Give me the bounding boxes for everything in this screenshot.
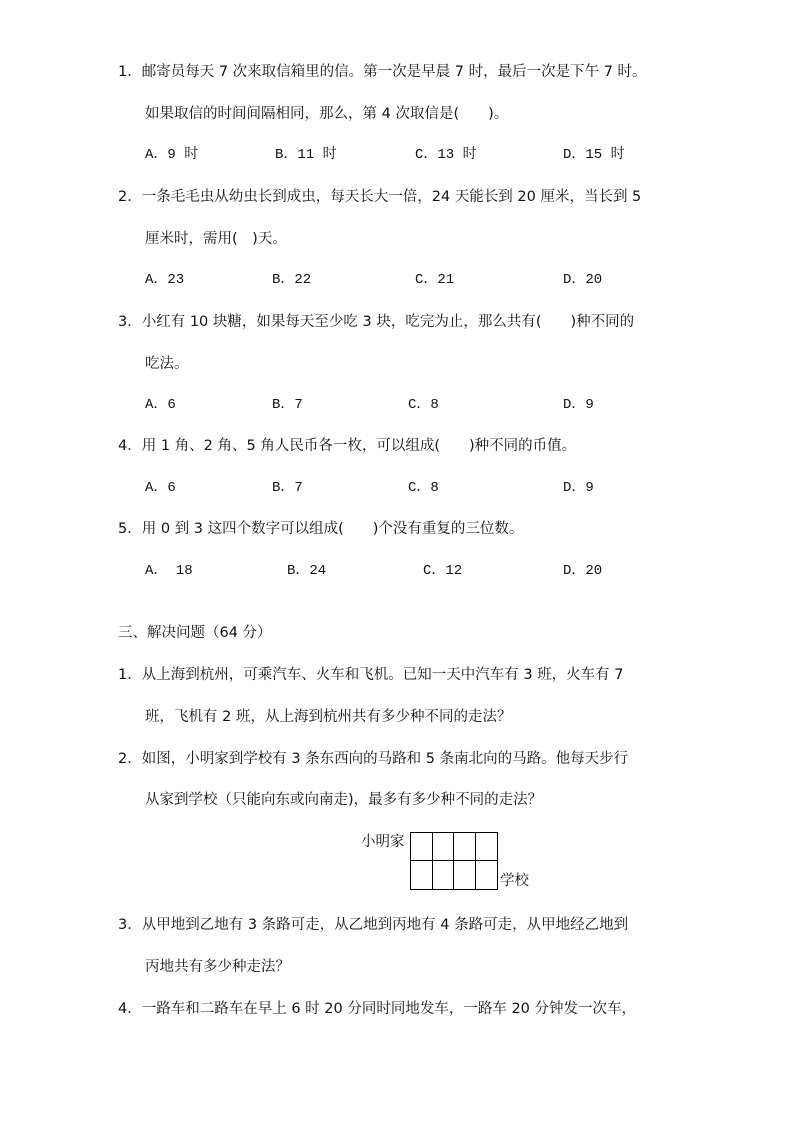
grid-cell: [411, 833, 433, 861]
question-2-option-c: C．21: [415, 272, 455, 288]
question-4-option-c: C．8: [408, 480, 439, 496]
question-3-option-a: A．6: [145, 397, 176, 413]
grid-cell: [433, 833, 455, 861]
question-2-line-1: 2．一条毛毛虫从幼虫长到成虫，每天长大一倍，24 天能长到 20 厘米，当长到 5: [118, 189, 642, 205]
question-3-option-b: B．7: [272, 397, 303, 413]
question-4-option-d: D．9: [563, 480, 594, 496]
question-1-line-1: 1．邮寄员每天 7 次来取信箱里的信。第一次是早晨 7 时，最后一次是下午 7 时。: [118, 64, 647, 80]
problem-2-line-2: 从家到学校（只能向东或向南走)，最多有多少种不同的走法？: [145, 792, 543, 808]
grid-cell: [433, 861, 455, 889]
problem-3-line-2: 丙地共有多少种走法？: [145, 959, 290, 975]
question-3-option-c: C．8: [408, 397, 439, 413]
diagram-start-label: 小明家: [361, 834, 405, 850]
diagram-end-label: 学校: [500, 873, 529, 889]
question-5-option-d: D．20: [563, 563, 603, 579]
question-5-option-a: A． 18: [145, 563, 193, 579]
question-3-option-d: D．9: [563, 397, 594, 413]
problem-3-line-1: 3．从甲地到乙地有 3 条路可走，从乙地到丙地有 4 条路可走，从甲地经乙地到: [118, 917, 629, 933]
grid-cell: [411, 861, 433, 889]
question-2-option-b: B．22: [272, 272, 312, 288]
question-1-option-d: D．15 时: [563, 147, 625, 163]
problem-1-line-1: 1．从上海到杭州，可乘汽车、火车和飞机。已知一天中汽车有 3 班，火车有 7: [118, 667, 624, 683]
question-3-line-1: 3．小红有 10 块糖，如果每天至少吃 3 块，吃完为止，那么共有( )种不同的: [118, 314, 635, 330]
street-grid-diagram: [410, 832, 498, 890]
problem-1-line-2: 班，飞机有 2 班，从上海到杭州共有多少种不同的走法？: [145, 709, 512, 725]
question-3-line-2: 吃法。: [145, 356, 189, 372]
question-4-option-b: B．7: [272, 480, 303, 496]
question-2-line-2: 厘米时，需用( )天。: [145, 231, 287, 247]
grid-cell: [454, 833, 476, 861]
question-4-option-a: A．6: [145, 480, 176, 496]
question-5-option-c: C．12: [423, 563, 463, 579]
question-5-option-b: B．24: [287, 563, 327, 579]
question-5-line-1: 5．用 0 到 3 这四个数字可以组成( )个没有重复的三位数。: [118, 521, 524, 537]
question-1-option-a: A．9 时: [145, 147, 199, 163]
problem-2-line-1: 2．如图，小明家到学校有 3 条东西向的马路和 5 条南北向的马路。他每天步行: [118, 751, 629, 767]
grid-cell: [454, 861, 476, 889]
question-1-option-c: C．13 时: [415, 147, 477, 163]
question-1-line-2: 如果取信的时间间隔相同，那么，第 4 次取信是( )。: [145, 106, 509, 122]
problem-4-line-1: 4．一路车和二路车在早上 6 时 20 分同时同地发车，一路车 20 分钟发一次车，: [118, 1001, 637, 1017]
question-4-line-1: 4．用 1 角、2 角、5 角人民币各一枚，可以组成( )种不同的币值。: [118, 438, 577, 454]
question-1-option-b: B．11 时: [275, 147, 337, 163]
question-2-option-a: A．23: [145, 272, 185, 288]
grid-cell: [476, 833, 498, 861]
grid-cell: [476, 861, 498, 889]
question-2-option-d: D．20: [563, 272, 603, 288]
section-three-heading: 三、解决问题（64 分）: [118, 625, 272, 641]
